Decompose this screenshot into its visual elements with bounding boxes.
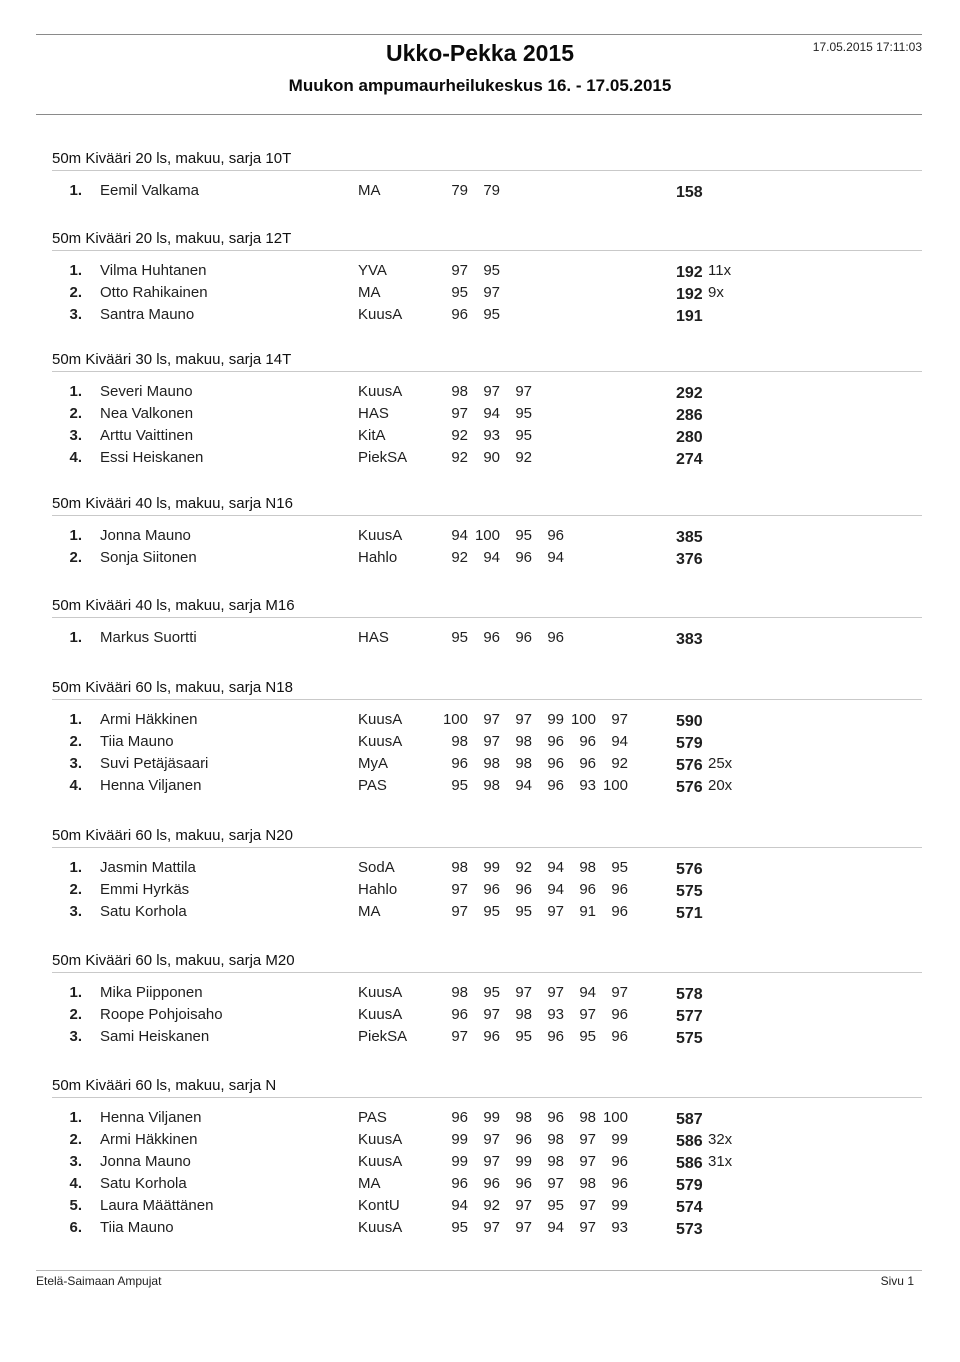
series-score: 96 [451, 306, 468, 323]
series-score: 98 [451, 984, 468, 1001]
section-rule [52, 617, 922, 618]
series-score: 96 [515, 1131, 532, 1148]
result-row [0, 777, 960, 799]
series-score: 97 [483, 1006, 500, 1023]
series-score: 97 [579, 1153, 596, 1170]
series-score: 79 [451, 182, 468, 199]
shooter-name: Otto Rahikainen [100, 284, 208, 301]
result-row [0, 1197, 960, 1219]
rank: 4. [69, 1175, 82, 1192]
series-score: 99 [451, 1153, 468, 1170]
series-score: 96 [451, 1175, 468, 1192]
print-timestamp: 17.05.2015 17:11:03 [812, 40, 922, 54]
series-score: 100 [570, 711, 596, 728]
result-row [0, 733, 960, 755]
series-score: 97 [451, 1028, 468, 1045]
section-rule [52, 847, 922, 848]
series-score: 100 [602, 1109, 628, 1126]
series-score: 95 [515, 527, 532, 544]
total-score: 191 [676, 308, 703, 325]
series-score: 94 [483, 549, 500, 566]
series-score: 95 [547, 1197, 564, 1214]
series-score: 96 [611, 1006, 628, 1023]
total-score: 280 [676, 429, 703, 446]
result-row [0, 711, 960, 733]
footer-organizer: Etelä-Saimaan Ampujat [36, 1274, 162, 1288]
rank: 6. [69, 1219, 82, 1236]
series-score: 97 [515, 1219, 532, 1236]
series-score: 94 [547, 859, 564, 876]
section-rule [52, 1097, 922, 1098]
result-row [0, 755, 960, 777]
total-score: 274 [676, 451, 703, 468]
total-score: 192 [676, 264, 703, 281]
rank: 3. [69, 1153, 82, 1170]
shooter-name: Jonna Mauno [100, 527, 191, 544]
rank: 3. [69, 903, 82, 920]
series-score: 96 [547, 1109, 564, 1126]
total-score: 579 [676, 1177, 703, 1194]
series-score: 94 [547, 549, 564, 566]
total-score: 574 [676, 1199, 703, 1216]
club: HAS [358, 405, 389, 422]
series-score: 99 [515, 1153, 532, 1170]
total-score: 587 [676, 1111, 703, 1128]
series-score: 96 [483, 1028, 500, 1045]
rank: 2. [69, 405, 82, 422]
shooter-name: Essi Heiskanen [100, 449, 204, 466]
series-score: 98 [547, 1153, 564, 1170]
series-score: 96 [451, 1109, 468, 1126]
series-score: 97 [547, 1175, 564, 1192]
result-row [0, 306, 960, 328]
result-row [0, 1006, 960, 1028]
rank: 1. [69, 262, 82, 279]
result-row [0, 1131, 960, 1153]
series-score: 96 [547, 755, 564, 772]
shooter-name: Satu Korhola [100, 1175, 187, 1192]
club: KitA [358, 427, 386, 444]
series-score: 100 [602, 777, 628, 794]
result-row [0, 903, 960, 925]
section-rule [52, 699, 922, 700]
club: KuusA [358, 527, 403, 544]
section-title: 50m Kivääri 40 ls, makuu, sarja N16 [52, 495, 293, 512]
shooter-name: Tiia Mauno [100, 1219, 174, 1236]
series-score: 92 [611, 755, 628, 772]
series-score: 94 [451, 527, 468, 544]
series-score: 96 [451, 755, 468, 772]
total-score: 571 [676, 905, 703, 922]
series-score: 96 [547, 733, 564, 750]
series-score: 97 [451, 405, 468, 422]
series-score: 97 [483, 733, 500, 750]
series-score: 98 [483, 755, 500, 772]
series-score: 97 [515, 1197, 532, 1214]
series-score: 96 [483, 881, 500, 898]
series-score: 98 [451, 859, 468, 876]
series-score: 97 [515, 711, 532, 728]
series-score: 100 [442, 711, 468, 728]
inner-tens: 32x [708, 1131, 733, 1148]
series-score: 97 [483, 711, 500, 728]
rank: 1. [69, 527, 82, 544]
total-score: 586 [676, 1133, 703, 1150]
series-score: 96 [611, 1175, 628, 1192]
result-row [0, 629, 960, 651]
rank: 1. [69, 711, 82, 728]
shooter-name: Sonja Siitonen [100, 549, 197, 566]
series-score: 93 [547, 1006, 564, 1023]
rank: 1. [69, 383, 82, 400]
club: MA [358, 1175, 381, 1192]
series-score: 97 [547, 984, 564, 1001]
series-score: 95 [451, 284, 468, 301]
rank: 3. [69, 306, 82, 323]
inner-tens: 9x [708, 284, 724, 301]
shooter-name: Henna Viljanen [100, 777, 202, 794]
series-score: 96 [547, 527, 564, 544]
rank: 2. [69, 1006, 82, 1023]
shooter-name: Henna Viljanen [100, 1109, 202, 1126]
shooter-name: Tiia Mauno [100, 733, 174, 750]
series-score: 98 [515, 733, 532, 750]
total-score: 292 [676, 385, 703, 402]
club: SodA [358, 859, 395, 876]
rank: 5. [69, 1197, 82, 1214]
club: KuusA [358, 984, 403, 1001]
series-score: 97 [547, 903, 564, 920]
series-score: 97 [483, 1153, 500, 1170]
total-score: 586 [676, 1155, 703, 1172]
rank: 3. [69, 427, 82, 444]
series-score: 94 [611, 733, 628, 750]
total-score: 576 [676, 779, 703, 796]
top-rule [36, 34, 922, 35]
series-score: 96 [611, 1153, 628, 1170]
inner-tens: 31x [708, 1153, 733, 1170]
series-score: 96 [611, 1028, 628, 1045]
club: MA [358, 284, 381, 301]
series-score: 96 [515, 629, 532, 646]
shooter-name: Nea Valkonen [100, 405, 194, 422]
result-row [0, 383, 960, 405]
series-score: 92 [515, 449, 532, 466]
section-title: 50m Kivääri 20 ls, makuu, sarja 12T [52, 230, 292, 247]
series-score: 91 [579, 903, 596, 920]
rank: 2. [69, 549, 82, 566]
series-score: 97 [579, 1131, 596, 1148]
series-score: 93 [579, 777, 596, 794]
series-score: 94 [483, 405, 500, 422]
shooter-name: Emmi Hyrkäs [100, 881, 190, 898]
series-score: 97 [611, 984, 628, 1001]
shooter-name: Severi Mauno [100, 383, 193, 400]
section-title: 50m Kivääri 20 ls, makuu, sarja 10T [52, 150, 292, 167]
club: HAS [358, 629, 389, 646]
series-score: 95 [451, 629, 468, 646]
rank: 2. [69, 1131, 82, 1148]
series-score: 96 [579, 755, 596, 772]
series-score: 98 [515, 1006, 532, 1023]
shooter-name: Jasmin Mattila [100, 859, 196, 876]
series-score: 95 [579, 1028, 596, 1045]
total-score: 376 [676, 551, 703, 568]
series-score: 97 [579, 1197, 596, 1214]
header-rule [36, 114, 922, 115]
series-score: 97 [515, 383, 532, 400]
rank: 1. [69, 182, 82, 199]
series-score: 95 [515, 903, 532, 920]
result-row [0, 859, 960, 881]
club: Hahlo [358, 549, 398, 566]
result-row [0, 984, 960, 1006]
series-score: 94 [547, 1219, 564, 1236]
series-score: 99 [483, 859, 500, 876]
series-score: 90 [483, 449, 500, 466]
series-score: 96 [515, 1175, 532, 1192]
series-score: 94 [579, 984, 596, 1001]
section-title: 50m Kivääri 60 ls, makuu, sarja M20 [52, 952, 295, 969]
inner-tens: 20x [708, 777, 733, 794]
series-score: 97 [483, 284, 500, 301]
result-row [0, 527, 960, 549]
result-row [0, 1109, 960, 1131]
rank: 1. [69, 1109, 82, 1126]
series-score: 92 [483, 1197, 500, 1214]
result-row [0, 427, 960, 449]
series-score: 99 [547, 711, 564, 728]
shooter-name: Sami Heiskanen [100, 1028, 210, 1045]
total-score: 577 [676, 1008, 703, 1025]
footer-rule [36, 1270, 922, 1271]
total-score: 573 [676, 1221, 703, 1238]
rank: 3. [69, 1028, 82, 1045]
club: PiekSA [358, 1028, 408, 1045]
series-score: 99 [451, 1131, 468, 1148]
result-row [0, 262, 960, 284]
total-score: 590 [676, 713, 703, 730]
club: KuusA [358, 1006, 403, 1023]
series-score: 99 [611, 1131, 628, 1148]
result-row [0, 449, 960, 471]
club: YVA [358, 262, 387, 279]
series-score: 93 [611, 1219, 628, 1236]
series-score: 97 [515, 984, 532, 1001]
series-score: 94 [547, 881, 564, 898]
total-score: 578 [676, 986, 703, 1003]
series-score: 92 [515, 859, 532, 876]
series-score: 96 [547, 777, 564, 794]
series-score: 96 [515, 549, 532, 566]
series-score: 95 [451, 1219, 468, 1236]
series-score: 95 [483, 262, 500, 279]
shooter-name: Markus Suortti [100, 629, 197, 646]
series-score: 92 [451, 549, 468, 566]
series-score: 98 [579, 1175, 596, 1192]
shooter-name: Jonna Mauno [100, 1153, 191, 1170]
series-score: 99 [483, 1109, 500, 1126]
inner-tens: 25x [708, 755, 733, 772]
club: KuusA [358, 733, 403, 750]
section-rule [52, 371, 922, 372]
total-score: 286 [676, 407, 703, 424]
series-score: 95 [515, 405, 532, 422]
series-score: 97 [579, 1006, 596, 1023]
total-score: 383 [676, 631, 703, 648]
series-score: 97 [579, 1219, 596, 1236]
shooter-name: Santra Mauno [100, 306, 195, 323]
rank: 2. [69, 284, 82, 301]
section-title: 50m Kivääri 60 ls, makuu, sarja N18 [52, 679, 293, 696]
page-title: Ukko-Pekka 2015 [386, 40, 574, 66]
rank: 2. [69, 881, 82, 898]
series-score: 97 [483, 383, 500, 400]
series-score: 97 [483, 1219, 500, 1236]
club: PAS [358, 1109, 387, 1126]
section-title: 50m Kivääri 60 ls, makuu, sarja N20 [52, 827, 293, 844]
club: MA [358, 182, 381, 199]
rank: 1. [69, 984, 82, 1001]
club: KuusA [358, 711, 403, 728]
series-score: 96 [579, 881, 596, 898]
series-score: 96 [611, 881, 628, 898]
section-title: 50m Kivääri 40 ls, makuu, sarja M16 [52, 597, 295, 614]
shooter-name: Vilma Huhtanen [100, 262, 207, 279]
series-score: 100 [474, 527, 500, 544]
series-score: 95 [483, 903, 500, 920]
series-score: 94 [515, 777, 532, 794]
section-title: 50m Kivääri 60 ls, makuu, sarja N [52, 1077, 277, 1094]
section-rule [52, 170, 922, 171]
section-rule [52, 250, 922, 251]
shooter-name: Armi Häkkinen [100, 711, 198, 728]
series-score: 98 [483, 777, 500, 794]
club: MyA [358, 755, 388, 772]
series-score: 99 [611, 1197, 628, 1214]
total-score: 158 [676, 184, 703, 201]
club: KuusA [358, 1131, 403, 1148]
series-score: 96 [547, 629, 564, 646]
result-row [0, 182, 960, 204]
result-row [0, 881, 960, 903]
series-score: 92 [451, 427, 468, 444]
series-score: 97 [611, 711, 628, 728]
result-row [0, 1175, 960, 1197]
series-score: 93 [483, 427, 500, 444]
series-score: 95 [451, 777, 468, 794]
series-score: 96 [451, 1006, 468, 1023]
series-score: 97 [451, 881, 468, 898]
series-score: 98 [451, 733, 468, 750]
rank: 1. [69, 629, 82, 646]
total-score: 576 [676, 757, 703, 774]
club: PiekSA [358, 449, 408, 466]
rank: 2. [69, 733, 82, 750]
series-score: 98 [515, 755, 532, 772]
club: PAS [358, 777, 387, 794]
shooter-name: Mika Piipponen [100, 984, 203, 1001]
shooter-name: Arttu Vaittinen [100, 427, 194, 444]
result-row [0, 405, 960, 427]
footer-page-number: Sivu 1 [880, 1274, 914, 1288]
rank: 1. [69, 859, 82, 876]
result-row [0, 1219, 960, 1241]
series-score: 98 [515, 1109, 532, 1126]
shooter-name: Laura Määttänen [100, 1197, 214, 1214]
shooter-name: Suvi Petäjäsaari [100, 755, 209, 772]
series-score: 92 [451, 449, 468, 466]
total-score: 579 [676, 735, 703, 752]
shooter-name: Satu Korhola [100, 903, 187, 920]
series-score: 98 [579, 859, 596, 876]
club: KuusA [358, 383, 403, 400]
result-row [0, 549, 960, 571]
series-score: 95 [515, 1028, 532, 1045]
series-score: 96 [579, 733, 596, 750]
total-score: 575 [676, 1030, 703, 1047]
series-score: 97 [483, 1131, 500, 1148]
result-row [0, 1028, 960, 1050]
series-score: 96 [483, 1175, 500, 1192]
club: KuusA [358, 1219, 403, 1236]
rank: 4. [69, 777, 82, 794]
series-score: 97 [451, 262, 468, 279]
shooter-name: Eemil Valkama [100, 182, 199, 199]
club: KuusA [358, 306, 403, 323]
series-score: 95 [483, 984, 500, 1001]
page-subtitle: Muukon ampumaurheilukeskus 16. - 17.05.2015 [288, 76, 672, 95]
club: MA [358, 903, 381, 920]
section-rule [52, 972, 922, 973]
total-score: 575 [676, 883, 703, 900]
series-score: 98 [579, 1109, 596, 1126]
total-score: 192 [676, 286, 703, 303]
result-row [0, 1153, 960, 1175]
series-score: 95 [611, 859, 628, 876]
series-score: 95 [483, 306, 500, 323]
series-score: 79 [483, 182, 500, 199]
shooter-name: Roope Pohjoisaho [100, 1006, 223, 1023]
shooter-name: Armi Häkkinen [100, 1131, 198, 1148]
total-score: 576 [676, 861, 703, 878]
rank: 3. [69, 755, 82, 772]
series-score: 94 [451, 1197, 468, 1214]
rank: 4. [69, 449, 82, 466]
series-score: 96 [611, 903, 628, 920]
section-title: 50m Kivääri 30 ls, makuu, sarja 14T [52, 351, 292, 368]
club: Hahlo [358, 881, 398, 898]
series-score: 95 [515, 427, 532, 444]
series-score: 96 [547, 1028, 564, 1045]
total-score: 385 [676, 529, 703, 546]
result-row [0, 284, 960, 306]
series-score: 98 [547, 1131, 564, 1148]
section-rule [52, 515, 922, 516]
club: KontU [358, 1197, 400, 1214]
series-score: 98 [451, 383, 468, 400]
series-score: 96 [483, 629, 500, 646]
club: KuusA [358, 1153, 403, 1170]
series-score: 97 [451, 903, 468, 920]
inner-tens: 11x [708, 262, 732, 279]
series-score: 96 [515, 881, 532, 898]
